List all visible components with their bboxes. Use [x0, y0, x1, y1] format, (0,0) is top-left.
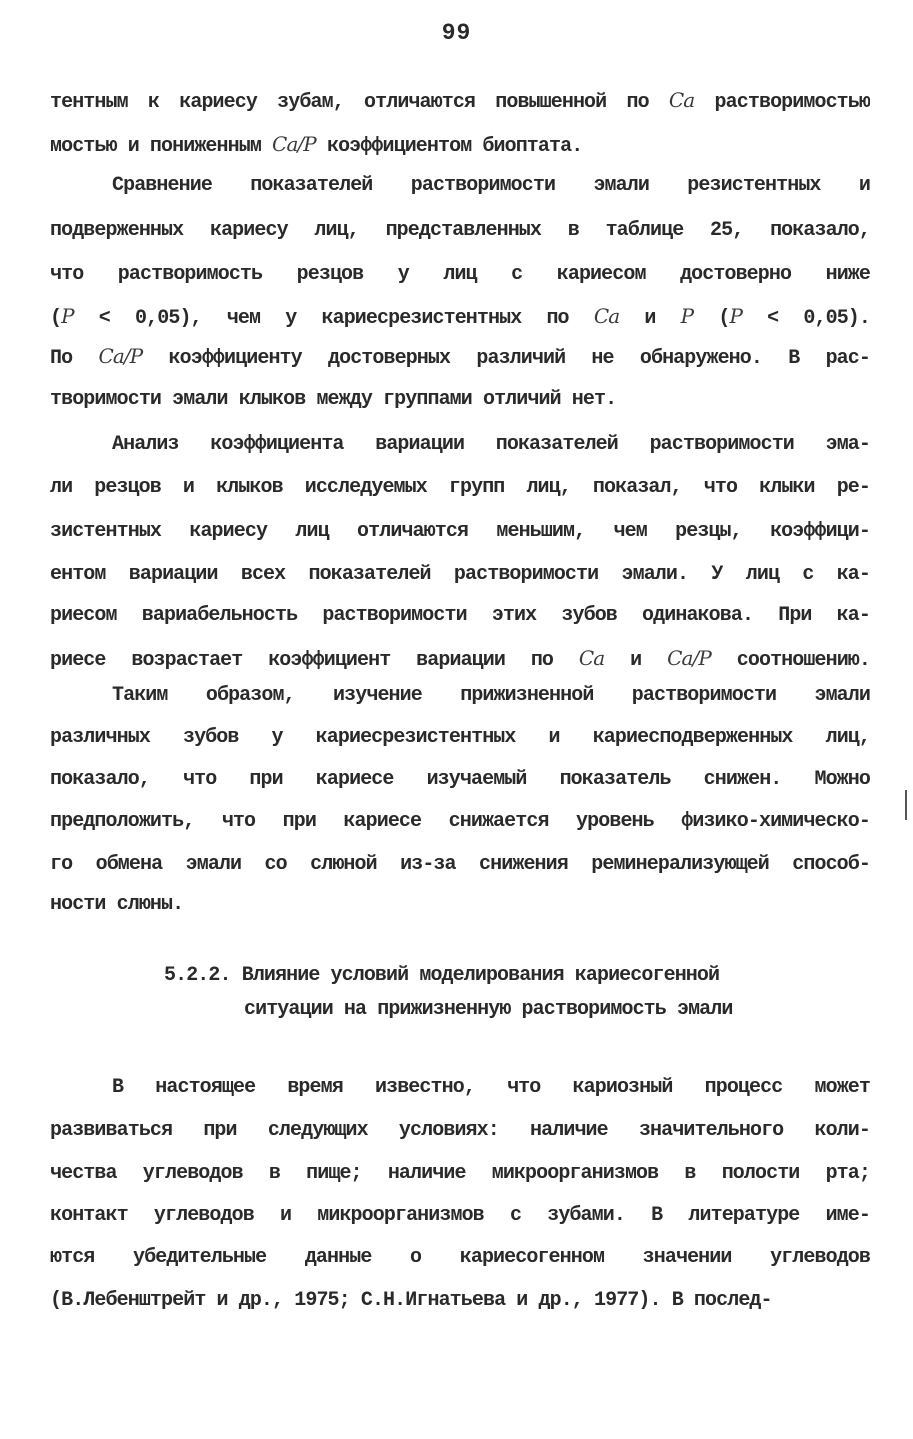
text-line: мостью и пониженным Ca/P коэффициентом биоптата. [50, 132, 583, 158]
text-line: По Ca/P коэффициенту достоверных различий не обнаружено. В рас- [50, 344, 870, 370]
handwritten-symbol: Ca [668, 88, 695, 112]
text-line: ности слюны. [50, 893, 184, 916]
text-line: риесе возрастает коэффициент вариации по Ca и Ca/P соотношению. [50, 646, 870, 672]
text-line: предположить, что при кариесе снижается уровень физико-химическо- [50, 810, 870, 833]
text-line: го обмена эмали со слюной из-за снижения реминерализующей способ- [50, 853, 870, 876]
text-line: различных зубов у кариесрезистентных и кариесподверженных лиц, [50, 726, 870, 749]
text-line: Таким образом, изучение прижизненной растворимости эмали [112, 684, 870, 707]
text-line: развиваться при следующих условиях: наличие значительного коли- [50, 1119, 870, 1142]
text-line: ли резцов и клыков исследуемых групп лиц, показал, что клыки ре- [50, 476, 870, 499]
text-line: чества углеводов в пище; наличие микроорганизмов в полости рта; [50, 1162, 870, 1185]
text-line: показало, что при кариесе изучаемый показатель снижен. Можно [50, 768, 870, 791]
text-line: подверженных кариесу лиц, представленных в таблице 25, показало, [50, 219, 870, 242]
handwritten-symbol: Ca/P [98, 344, 143, 368]
text-line: Сравнение показателей растворимости эмали резистентных и [112, 174, 870, 197]
handwritten-symbol: Ca [578, 646, 605, 670]
text-line: В настоящее время известно, что кариозный процесс может [112, 1076, 870, 1099]
text-line: контакт углеводов и микроорганизмов с зубами. В литературе име- [50, 1204, 870, 1227]
text-line: (В.Лебенштрейт и др., 1975; С.Н.Игнатьева и др., 1977). В послед- [50, 1289, 772, 1312]
text-line: творимости эмали клыков между группами отличий нет. [50, 388, 617, 411]
handwritten-symbol: Ca [593, 304, 620, 328]
section-heading-line-1: 5.2.2. Влияние условий моделирования кариесогенной [164, 964, 720, 987]
text-line: что растворимость резцов у лиц с кариесом достоверно ниже [50, 263, 870, 286]
section-heading-line-2: ситуации на прижизненную растворимость эмали [244, 998, 733, 1021]
text-line: тентным к кариесу зубам, отличаются повышенной по Ca растворимостью [50, 88, 870, 114]
text-line: Анализ коэффициента вариации показателей растворимости эма- [112, 433, 870, 456]
text-line: риесом вариабельность растворимости этих зубов одинакова. При ка- [50, 604, 870, 627]
text-line: ются убедительные данные о кариесогенном значении углеводов [50, 1246, 870, 1269]
page-number: 99 [441, 20, 472, 46]
text-line: зистентных кариесу лиц отличаются меньшим, чем резцы, коэффици- [50, 520, 870, 543]
text-line: ентом вариации всех показателей растворимости эмали. У лиц с ка- [50, 563, 870, 586]
handwritten-symbol: P [61, 304, 74, 328]
handwritten-symbol: P [729, 304, 743, 328]
handwritten-symbol: P [680, 304, 694, 328]
handwritten-symbol: Ca/P [667, 646, 711, 670]
text-line: (P < 0,05), чем у кариесрезистентных по Ca и P (P < 0,05). [50, 304, 870, 330]
margin-mark [905, 790, 907, 820]
handwritten-symbol: Ca/P [272, 132, 316, 156]
